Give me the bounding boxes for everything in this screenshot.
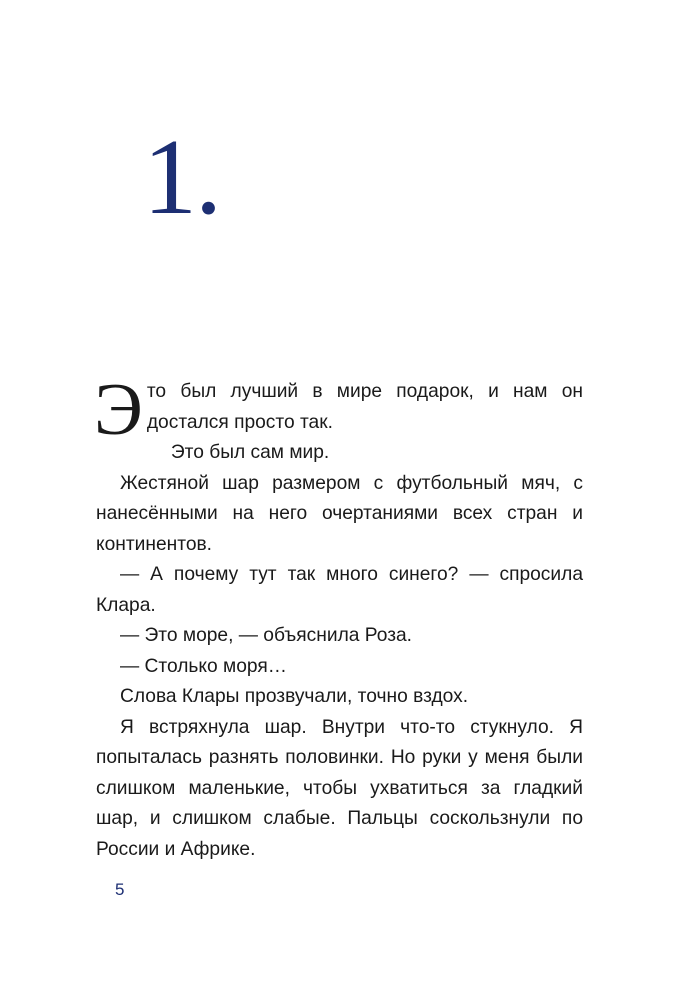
paragraph-3: Жестяной шар размером с футбольный мяч, с нанесёнными на него очертаниями всех стран и континентов.: [96, 472, 583, 555]
paragraph-6: — Столько моря…: [120, 655, 287, 677]
paragraph-2: Это был сам мир.: [170, 442, 330, 463]
page-number: 5: [115, 880, 125, 899]
paragraph-1: [94, 369, 583, 451]
paragraph-5: — Это море, — объяснила Роза.: [120, 625, 412, 646]
paragraph-7: Слова Клары прозвучали, точно вздох.: [120, 686, 469, 707]
chapter-number: 1.: [143, 118, 220, 237]
drop-cap: Э: [94, 369, 143, 451]
body-text: [94, 369, 583, 865]
paragraph-8: Я встряхнула шар. Внутри что-то стукнуло. Я попыталась разнять половинки. Но руки у меня были слишком маленькие, чтобы ухватиться за гладкий шар, и слишком слабые. Пальцы соскользнули по России и Африке.: [96, 716, 583, 860]
paragraph-4: — А почему тут так много синего? — спросила Клара.: [96, 564, 583, 616]
paragraph-1-text: то был лучший в мире подарок, и нам он достался просто так.: [146, 381, 583, 433]
